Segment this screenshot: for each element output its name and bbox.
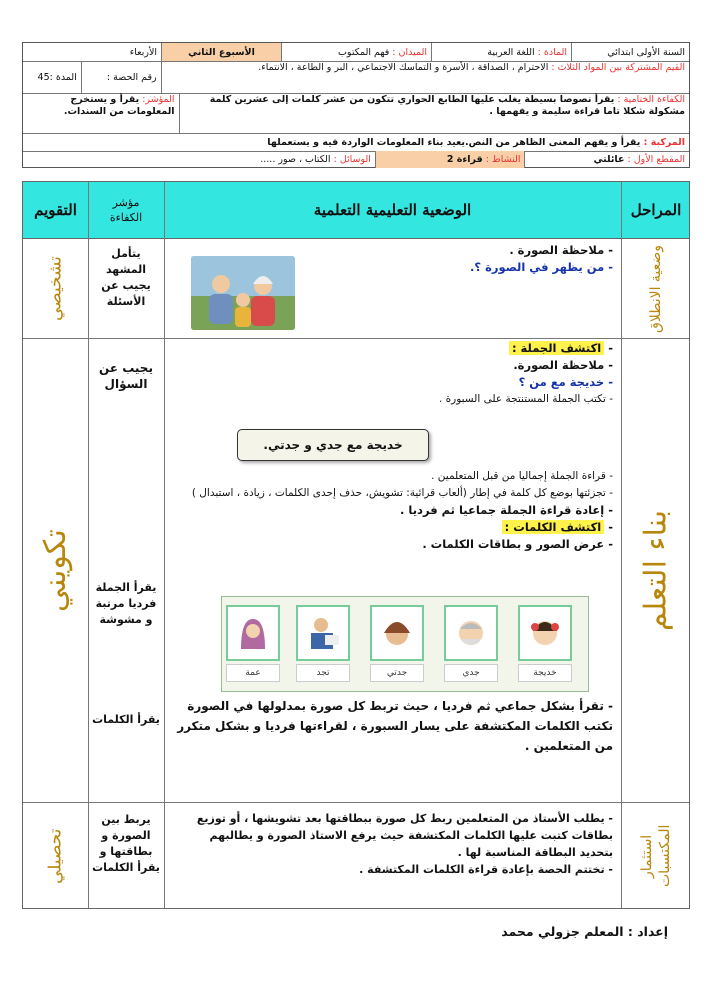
indicator-cell: [23, 93, 179, 133]
section-label: المقطع الأول :: [627, 154, 685, 165]
indicator-row2-a: يجيب عن السؤال: [99, 361, 153, 391]
subject-label: المادة :: [537, 46, 567, 58]
indicator-row2-b: يقرأ الجملة فرديا مرتبة و مشوشة: [95, 581, 157, 626]
veiled-woman-icon: [226, 605, 280, 661]
word-card-label: تجد: [296, 664, 350, 682]
row-separator: [23, 802, 689, 803]
means-label: الوسائل :: [333, 154, 371, 165]
final-competence-label: الكفاءة الختامية :: [617, 94, 685, 105]
word-cards-image: [221, 596, 589, 692]
row3-line1: يطلب الأستاذ من المتعلمين ربط كل صورة ببطاقتها بعد تشويشها ، أو توزيع بطاقات كتبت عليها الكلمات المكتشفة حيث يرفع الاستاذ الصورة و يطالبهم بتحديد البطاقة المناسبة لها .: [196, 812, 613, 859]
row1-line1: ملاحظة الصورة .: [509, 243, 605, 257]
row2-line5: تجزئتها بوضع كل كلمة في إطار (ألعاب قرائية: تشويش، حذف إحدى الكلمات ، زيادة ، استبدال ): [191, 487, 606, 499]
row1-line2: من يظهر في الصورة ؟.: [470, 260, 605, 274]
discover-words-title: اكتشف الكلمات :: [502, 520, 605, 534]
component-label: المركبة :: [643, 136, 685, 148]
row-separator: [23, 338, 689, 339]
row2-line3: تكتب الجملة المستنتجة على السبورة .: [438, 393, 606, 405]
activity-cell: [375, 151, 525, 168]
lesson-table: [22, 181, 690, 909]
row2-line2: خديجة مع من ؟: [518, 375, 605, 389]
word-card-label: عمة: [226, 664, 280, 682]
duration-value: 45: [37, 71, 50, 83]
component-value: يقرأ و يفهم المعنى الظاهر من النص.يعيد بناء المعلومات الواردة فيه و يستعملها: [267, 136, 641, 148]
word-card: [370, 605, 424, 683]
sentence-card: خديجة مع جدي و جدتي.: [237, 429, 429, 461]
family-photo: [191, 256, 295, 330]
values-cell: [161, 61, 689, 93]
word-card: [518, 605, 572, 683]
activity-value: قراءة 2: [446, 154, 483, 165]
stage-launch: وضعية الانطلاق: [648, 244, 664, 333]
header-row-5: [23, 151, 689, 168]
situation-row2-part1: - اكتشف الجملة : - ملاحظة الصورة. - خديجة مع من ؟ - تكتب الجملة المستنتجة على السبورة .: [438, 341, 613, 405]
row2-line7: عرض الصور و بطاقات الكلمات .: [422, 537, 605, 551]
indicator-value: يقرأ و يستخرج المعلومات من السندات.: [63, 94, 175, 117]
indicator-row1: يتأمل المشهد يجيب عن الأسئلة: [101, 247, 151, 308]
situation-row2-part2: - قراءة الجملة إجماليا من قبل المتعلمين . - تجزئتها بوضع كل كلمة في إطار (ألعاب قرائية: تشويش، حذف إحدى الكلمات ، زيادة ، استبدال ) - إعادة قراءة الجملة جماعيا ثم فرديا . - اكتشف الكلمات : - عرض الصور و بطاقات الكلمات .: [191, 470, 613, 551]
evaluation-formative: تكويني: [38, 529, 73, 612]
level-cell: السنة الأولى ابتدائي: [571, 43, 689, 61]
section-value: عائلتي: [593, 154, 625, 165]
word-card: [444, 605, 498, 683]
man-reading-icon: [296, 605, 350, 661]
word-card: [226, 605, 280, 683]
prepared-by: إعداد : المعلم جزولي محمد: [501, 924, 668, 939]
header-situations: الوضعية التعليمية التعلمية: [313, 201, 472, 219]
activity-label: النشاط :: [485, 154, 521, 165]
component-cell: [23, 133, 689, 151]
indicator-row2-c: يقرأ الكلمات: [92, 713, 160, 726]
grandfather-face-icon: [444, 605, 498, 661]
values-value: الاحترام ، الصداقة ، الأسرة و التماسك الاجتماعي ، البر و الطاعة ، الانتماء.: [258, 62, 549, 73]
header-table: [22, 42, 690, 168]
situation-row2-part3: - تقرأ بشكل جماعي ثم فرديا ، حيث تربط كل صورة بمدلولها في الصورة تكتب الكلمات المكتشفة على يسار السبورة ، لقراءتها فرديا و بشكل متكرر من المتعلمين .: [177, 699, 613, 753]
session-cell: رقم الحصة :: [81, 61, 161, 93]
indicator-label: المؤشر:: [142, 94, 175, 105]
header-evaluation: التقويم: [34, 201, 77, 219]
discover-sentence-title: اكتشف الجملة :: [509, 341, 604, 355]
header-stages: المراحل: [630, 201, 682, 219]
word-card-label: جدتي: [370, 664, 424, 682]
field-cell: [281, 43, 431, 61]
row3-line2: تختتم الحصة بإعادة قراءة الكلمات المكتشفة .: [359, 863, 605, 876]
subject-cell: [431, 43, 571, 61]
word-card-label: خديجة: [518, 664, 572, 682]
header-row-2: [23, 61, 689, 94]
subject-value: اللغة العربية: [487, 46, 535, 58]
situation-row1: - ملاحظة الصورة . - من يظهر في الصورة ؟.: [470, 243, 613, 274]
row2-line6: إعادة قراءة الجملة جماعيا ثم فرديا .: [400, 503, 605, 517]
word-card-label: جدي: [444, 664, 498, 682]
col-separator: [88, 182, 89, 908]
section-cell: [524, 151, 689, 168]
header-indicators-line2: الكفاءة: [109, 211, 143, 224]
row2-line4: قراءة الجملة إجماليا من قبل المتعلمين .: [431, 470, 606, 482]
word-card: [296, 605, 350, 683]
duration-cell: [23, 61, 81, 93]
evaluation-summative: تحصيلي: [45, 828, 66, 884]
indicator-row3: يربط بين الصورة و بطاقتها و يقرأ الكلمات: [92, 813, 160, 874]
col-separator: [164, 182, 165, 908]
row2-line1: ملاحظة الصورة.: [513, 358, 605, 372]
values-label: القيم المشتركة بين المواد الثلاث :: [551, 62, 685, 73]
girl-face-icon: [518, 605, 572, 661]
final-competence-cell: [179, 93, 689, 133]
header-indicators: [88, 182, 164, 238]
family-photo-illustration: [191, 256, 295, 330]
field-value: فهم المكتوب: [337, 46, 390, 58]
week-cell: الأسبوع الثاني: [161, 43, 281, 61]
header-row-3: [23, 93, 689, 134]
stage-build-learning: بناء التعلم: [638, 509, 674, 632]
day-cell: الأربعاء: [129, 46, 157, 58]
evaluation-diagnostic: تشخيصي: [45, 256, 66, 321]
situation-row3: - يطلب الأستاذ من المتعلمين ربط كل صورة ببطاقتها بعد تشويشها ، أو توزيع بطاقات كتبت عليها الكلمات المكتشفة حيث يرفع الاستاذ الصورة و يطالبهم بتحديد البطاقة المناسبة لها . - تختتم الحصة بإعادة قراءة الكلمات المكتشفة .: [196, 812, 613, 876]
grandmother-face-icon: [370, 605, 424, 661]
header-row-4: [23, 133, 689, 152]
row2-line8: تقرأ بشكل جماعي ثم فرديا ، حيث تربط كل صورة بمدلولها في الصورة تكتب الكلمات المكتشفة على يسار السبورة ، لقراءتها فرديا و بشكل متكرر من المتعلمين .: [177, 699, 613, 753]
header-indicators-line1: مؤشر: [112, 196, 140, 209]
duration-label: المدة :: [49, 71, 77, 83]
field-label: الميدان :: [392, 46, 427, 58]
final-competence-value: يقرأ نصوصا بسيطة يغلب عليها الطابع الحواري تتكون من عشر كلمات إلى عشرين كلمة مشكولة شكلا تاما قراءة سليمة و يفهمها .: [209, 94, 685, 117]
header-row-1: [23, 43, 689, 62]
means-cell: [23, 151, 375, 168]
stage-investment: استثمار المكتسبات: [639, 824, 673, 888]
means-value: الكتاب ، صور .....: [260, 154, 331, 165]
